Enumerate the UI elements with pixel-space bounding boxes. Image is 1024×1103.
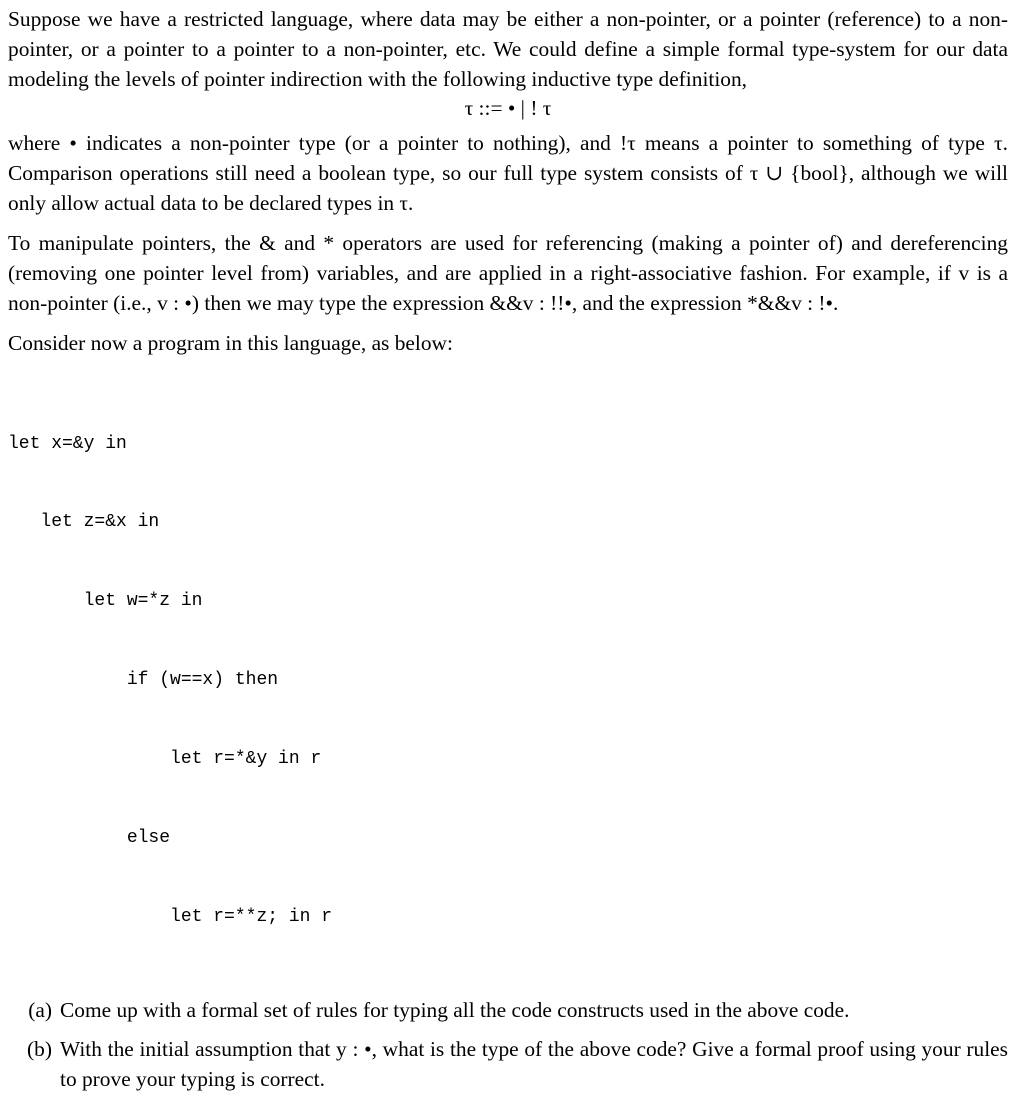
code-line: else [8,828,171,849]
type-definition-equation: τ ::= • | ! τ [464,96,552,120]
type-explanation-paragraph: where • indicates a non-pointer type (or a pointer to nothing), and !τ means a pointer to something of type τ. Comparison operations still need a boolean type, so our full type system consists of τ ∪ {bool}, although we will only allow actual data to be declared types in τ. [8,131,1008,215]
code-block [8,378,1008,983]
code-line: let x=&y in [8,433,127,454]
code-line: let r=**z; in r [8,906,333,927]
program-intro-paragraph: Consider now a program in this language, as below: [8,331,453,355]
question-label: (a) [28,997,52,1022]
question-label: (b) [27,1036,52,1061]
question-list [8,995,1008,1094]
code-line: let z=&x in [8,512,160,533]
code-line: let r=*&y in r [8,749,322,770]
code-line: let w=*z in [8,591,203,612]
operators-paragraph: To manipulate pointers, the & and * operators are used for referencing (making a pointer of) and dereferencing (removing one pointer level from) variables, and are applied in a right-associative fashion. For example, if v is a non-pointer (i.e., v : •) then we may type the expression &&v : !!•, and the expression *&&v : !•. [8,231,1008,315]
question-item-b [8,1034,1008,1094]
problem-document [8,4,1008,1103]
question-item-a [8,995,1008,1025]
question-text: With the initial assumption that y : •, what is the type of the above code? Give a formal proof using your rules to prove your typing is correct. [60,1036,1008,1091]
code-line: if (w==x) then [8,670,279,691]
intro-paragraph: Suppose we have a restricted language, where data may be either a non-pointer, or a pointer (reference) to a non-pointer, or a pointer to a pointer to a non-pointer, etc. We could define a simple formal type-system for our data modeling the levels of pointer indirection with the following inductive type definition, [8,7,1008,91]
question-text: Come up with a formal set of rules for typing all the code constructs used in the above code. [60,997,850,1022]
